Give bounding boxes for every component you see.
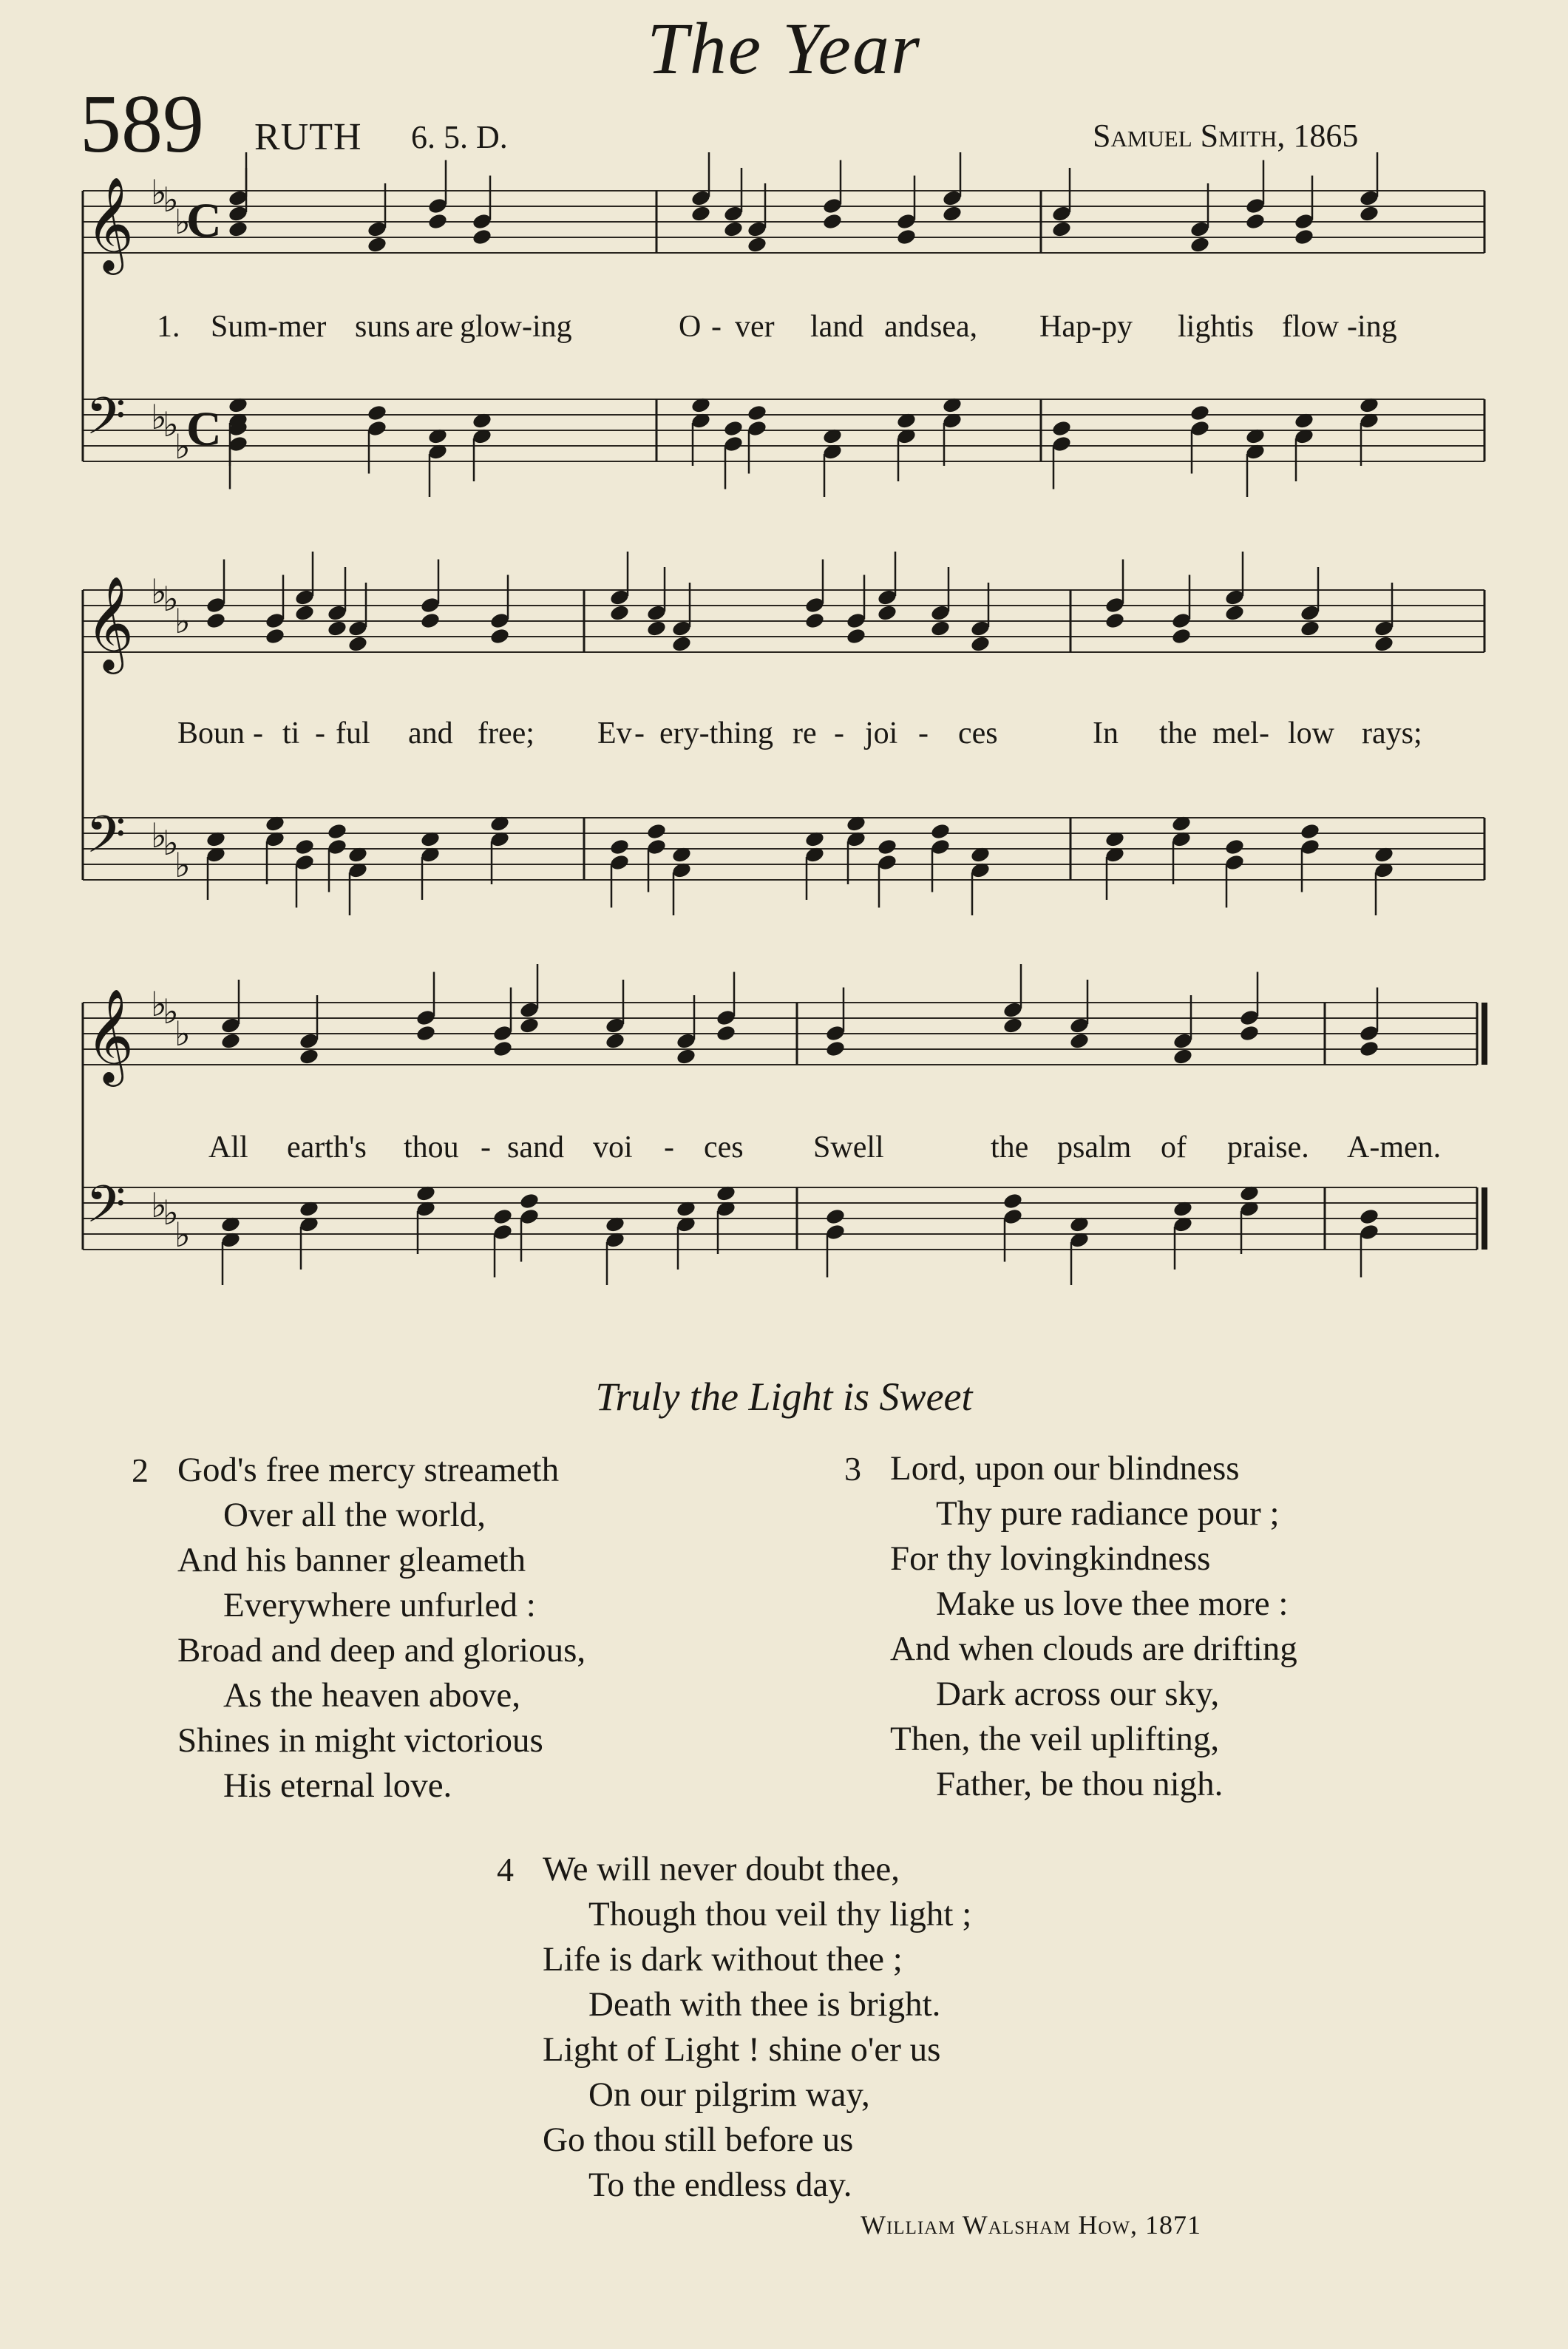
lyric-syllable: Ev [597,716,632,750]
verse-line: Though thou veil thy light ; [588,1895,972,1933]
lyric-syllable: psalm [1057,1131,1132,1165]
note-head [716,1024,737,1043]
note-head [1189,404,1211,422]
verse-line: On our pilgrim way, [588,2075,870,2114]
lyric-syllable: Boun [177,716,245,750]
note-head [347,635,369,654]
flat-icon: ♭ [151,172,167,212]
section-title: The Year [647,7,921,89]
lyric-syllable: -ing [1347,310,1397,344]
flat-icon: ♭ [151,1185,167,1225]
note-head [846,627,867,645]
verse-line: Light of Light ! shine o'er us [543,2030,941,2069]
note-head [367,236,388,254]
note-head [1300,822,1321,841]
treble-clef-icon: 𝄞 [86,176,135,271]
lyric-syllable: O [679,310,702,344]
verse-line: His eternal love. [223,1766,452,1805]
bass-clef-icon: 𝄢 [86,804,126,877]
lyric-syllable: light [1178,310,1235,344]
verse-line: Death with thee is bright. [588,1985,941,2024]
note-head [294,604,316,623]
note-head [825,1207,846,1226]
lyric-syllable: All [208,1131,248,1165]
verse-line: Life is dark without thee ; [543,1940,903,1979]
note-head [492,1040,514,1058]
flat-icon: ♭ [174,845,191,885]
note-head [1300,620,1321,638]
note-head [930,822,951,841]
flat-icon: ♭ [174,601,191,641]
lyric-syllable: praise. [1227,1131,1309,1165]
lyric-syllable: sand [507,1131,564,1165]
flat-icon: ♭ [151,816,167,855]
flat-icon: ♭ [174,202,191,242]
note-head [327,822,348,841]
verse-number: 2 [132,1451,149,1489]
note-head [1224,604,1246,623]
verse-line: Thy pure radiance pour ; [936,1494,1280,1533]
note-head [896,228,917,246]
lyric-syllable: sea, [930,310,978,344]
verse-line: Broad and deep and glorious, [177,1631,586,1670]
note-head [327,620,348,638]
note-head [1239,1024,1260,1043]
note-head [723,220,744,239]
verse-line: Over all the world, [223,1496,486,1534]
note-head [970,635,991,654]
lyric-syllable: mel- [1212,716,1269,750]
note-head [1189,236,1211,254]
note-head [1359,1040,1380,1058]
note-head [747,404,768,422]
verse-line: Lord, upon our blindness [890,1449,1240,1488]
note-head [489,627,511,645]
lyric-syllable: of [1161,1131,1187,1165]
hymn-subtitle: Truly the Light is Sweet [595,1375,973,1419]
time-signature: C [186,402,222,456]
bass-clef-icon: 𝄢 [86,386,126,458]
lyric-syllable: voi [593,1131,633,1165]
verse-line: To the endless day. [588,2166,852,2204]
flat-icon: ♭ [163,180,179,220]
note-head [1104,611,1126,630]
treble-clef-icon: 𝄞 [86,575,135,670]
note-head [747,236,768,254]
note-head [1294,228,1315,246]
verse-3 [844,1446,1297,1807]
note-head [609,838,631,856]
lyric-syllable: rays; [1362,716,1422,750]
note-head [1069,1032,1090,1051]
note-head [367,404,388,422]
note-head [877,838,898,856]
note-head [1172,1048,1194,1066]
flat-icon: ♭ [163,992,179,1031]
lyric-syllable: - [918,716,929,750]
tune-name: RUTH [254,116,362,158]
note-head [492,1207,514,1226]
note-head [930,620,951,638]
lyric-syllable: flow [1282,310,1339,344]
note-head [220,1032,242,1051]
meter: 6. 5. D. [411,119,508,155]
lyric-syllable: ver [735,310,775,344]
lyric-syllable: - [711,310,722,344]
final-bar [1482,1003,1487,1065]
lyric-syllable: the [1159,716,1198,750]
lyric-syllable: thou [404,1131,459,1165]
lyric-syllable: - [253,716,263,750]
verse-number: 4 [497,1851,514,1888]
lyric-syllable: low [1288,716,1334,750]
note-head [415,1024,437,1043]
lyric-syllable: - [315,716,325,750]
verse-line: And when clouds are drifting [890,1630,1297,1668]
note-head [1051,419,1073,438]
verse-4 [497,1847,972,2208]
lyric-syllable: - [664,1131,674,1165]
time-signature: C [186,194,222,248]
note-head [228,220,249,239]
note-head [646,620,668,638]
final-bar [1482,1187,1487,1250]
lyric-syllable: and [408,716,453,750]
flat-icon: ♭ [163,823,179,863]
lyric-syllable: 1. [157,310,180,344]
lyric-syllable: the [991,1131,1029,1165]
lyric-syllable: - [834,716,844,750]
note-head [609,604,631,623]
note-head [1359,205,1380,223]
verse-line: For thy lovingkindness [890,1539,1211,1578]
verse-line: Dark across our sky, [936,1675,1220,1713]
lyric-syllable: ces [704,1131,744,1165]
flat-icon: ♭ [151,984,167,1024]
lyric-syllable: - [634,716,645,750]
note-head [1359,1207,1380,1226]
note-head [472,228,493,246]
lyric-syllable: free; [478,716,534,750]
lyric-syllable: is [1233,310,1255,344]
note-head [420,611,441,630]
note-head [690,205,712,223]
lyric-syllable: ces [958,716,998,750]
note-head [1374,635,1395,654]
verse-line: Father, be thou nigh. [936,1765,1223,1803]
composer-name: Samuel Smith, [1093,118,1286,154]
note-head [825,1040,846,1058]
note-head [1051,220,1073,239]
note-head [294,838,316,856]
note-head [723,419,744,438]
verse-line: God's free mercy streameth [177,1451,560,1489]
note-head [1002,1017,1024,1035]
composer-year: 1865 [1293,118,1359,154]
flat-icon: ♭ [174,1014,191,1054]
lyric-syllable: Sum-mer [211,310,327,344]
note-head [676,1048,697,1066]
flat-icon: ♭ [163,579,179,619]
lyric-syllable: ti [282,716,300,750]
lyric-syllable: Swell [813,1131,884,1165]
note-head [519,1192,540,1210]
lyric-syllable: land [810,310,864,344]
note-head [1224,838,1246,856]
note-head [206,611,227,630]
note-head [942,205,963,223]
note-head [299,1048,320,1066]
lyric-syllable: re [793,716,817,750]
flat-icon: ♭ [151,397,167,437]
hymn-number: 589 [80,78,204,170]
treble-clef-icon: 𝄞 [86,988,135,1082]
lyric-syllable: suns [355,310,410,344]
note-head [1171,627,1192,645]
lyric-syllable: Hap-py [1039,310,1133,344]
verse-2 [132,1448,586,1809]
flat-icon: ♭ [174,1215,191,1255]
verse-line: Go thou still before us [543,2121,854,2159]
lyric-syllable: glow-ing [460,310,572,344]
verse-line: We will never doubt thee, [543,1850,900,1888]
flat-icon: ♭ [151,572,167,611]
flat-icon: ♭ [174,427,191,467]
lyric-syllable: A-men. [1347,1131,1442,1165]
verse-line: Everywhere unfurled : [223,1586,536,1624]
note-head [822,212,844,231]
lyric-syllable: joi [865,716,898,750]
note-head [519,1017,540,1035]
lyric-syllable: In [1093,716,1119,750]
verse-line: As the heaven above, [223,1676,520,1715]
lyric-syllable: ery-thing [659,716,773,750]
verse-line: Shines in might victorious [177,1721,543,1760]
bass-clef-icon: 𝄢 [86,1174,126,1247]
verse-line: Make us love thee more : [936,1584,1289,1623]
verse-number: 3 [844,1450,861,1488]
note-head [1002,1192,1024,1210]
lyric-syllable: and [884,310,929,344]
note-head [646,822,668,841]
lyric-syllable: ful [336,716,370,750]
flat-icon: ♭ [163,1193,179,1233]
flat-icon: ♭ [163,404,179,444]
lyric-syllable: earth's [287,1131,367,1165]
verse-line: And his banner gleameth [177,1541,526,1579]
hymn-author: William Walsham How, 1871 [861,2210,1201,2240]
lyric-syllable: - [481,1131,491,1165]
lyric-syllable: are [415,310,454,344]
note-head [804,611,826,630]
note-head [605,1032,626,1051]
note-head [427,212,449,231]
note-head [671,635,693,654]
verse-line: Then, the veil uplifting, [890,1720,1220,1758]
note-head [1245,212,1266,231]
note-head [265,627,286,645]
note-head [877,604,898,623]
